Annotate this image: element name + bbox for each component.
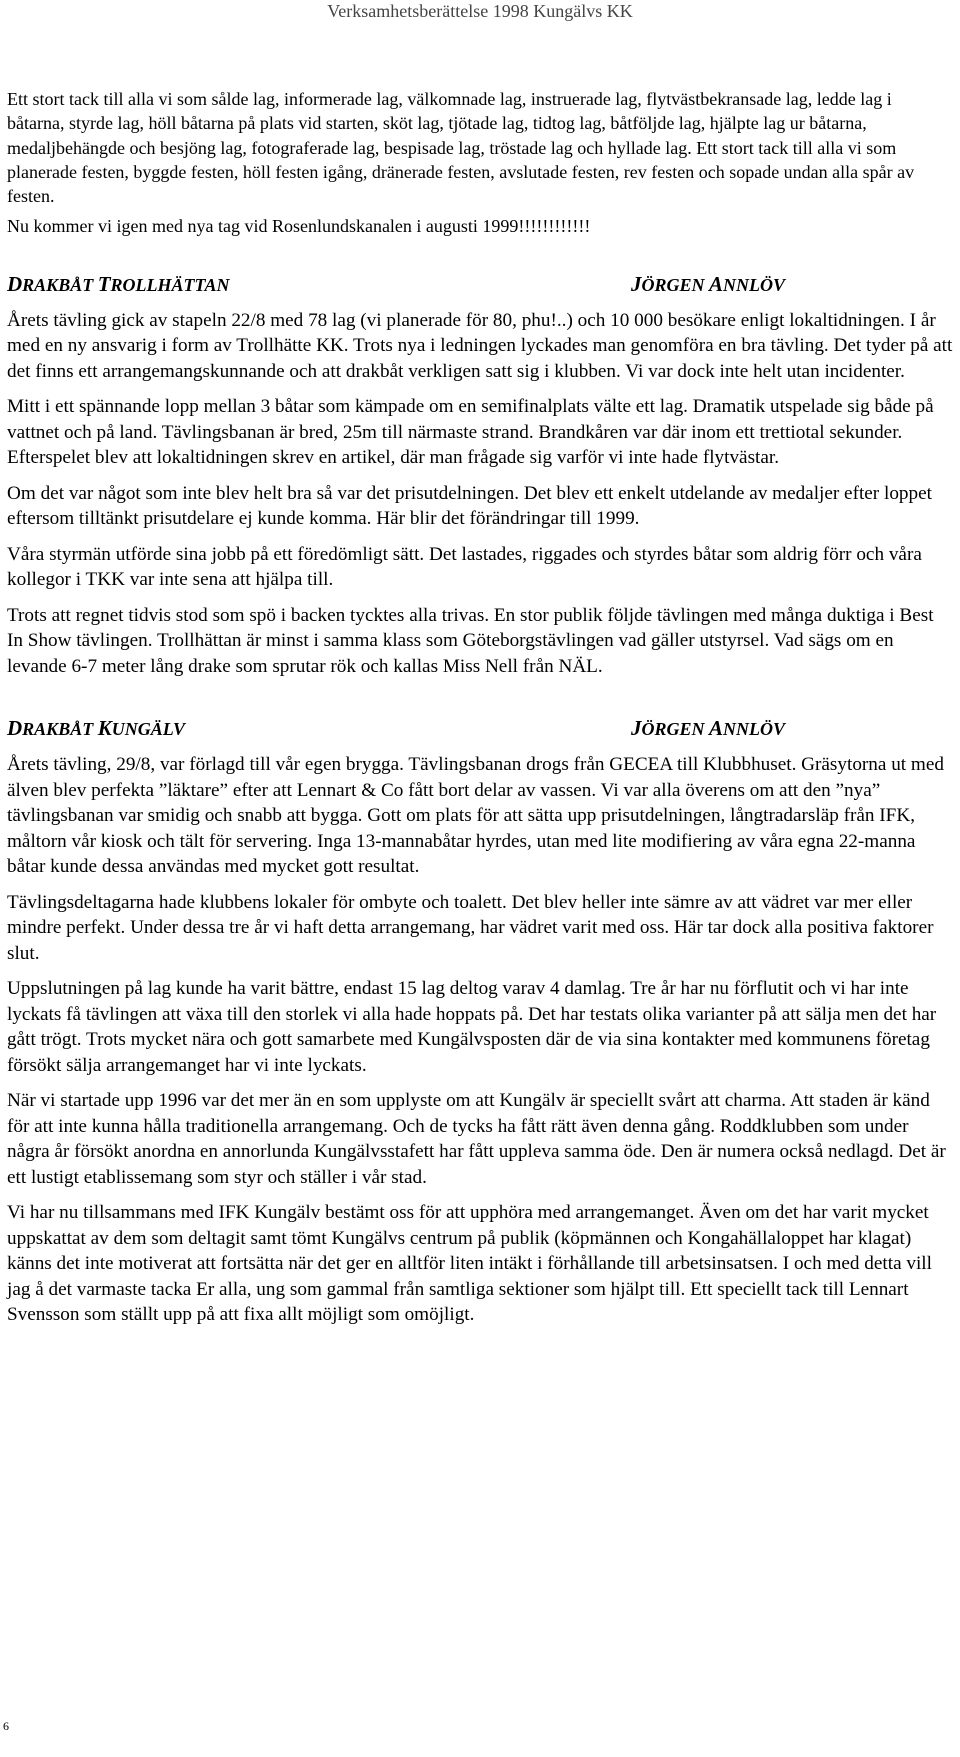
kungalv-paragraph: Tävlingsdeltagarna hade klubbens lokaler för ombyte och toalett. Det blev heller inte sämre av att vädret var mer eller mindre perfekt. Under dessa tre år vi haft detta arrangemang, har vädret varit med oss. Här tar dock alla positiva faktorer slut.	[7, 891, 934, 964]
kungalv-paragraph: När vi startade upp 1996 var det mer än en som upplyste om att Kungälv är speciellt svårt att charma. Att staden är känd för att inte kunna hålla traditionella arrangemang. Och de tycks ha fått rätt även denna gång. Roddklubben som under några år försökt anordna en annorlunda Kungälvsstafett har fått uppleva samma öde. Den är numera också nedlagd. Det är ett lustigt etablissemang som styr och ställer i vår stad.	[7, 1090, 946, 1188]
section-author: JÖRGEN ANNLÖV	[631, 271, 786, 296]
kungalv-paragraph: Uppslutningen på lag kunde ha varit bättre, endast 15 lag deltog varav 4 damlag. Tre år har nu förflutit och vi har inte lyckats få tävlingen att växa till den storlek vi alla hade hoppats på. Det har testats olika varianter på att sälja men det har gått trögt. Trots mycket nära och gott samarbete med Kungälvsposten där de via sina kontakter med kommunens företag försökt sälja arrangemanget har vi inte lyckats.	[7, 978, 937, 1076]
trollhattan-paragraph: Årets tävling gick av stapeln 22/8 med 78 lag (vi planerade för 80, phu!..) och 10 000 besökare enligt lokaltidningen. I år med en ny ansvarig i form av Trollhätte KK. Trots nya i ledningen lyckades man genomföra en bra tävling. Det tyder på att det finns ett arrangemangskunnande och att drakbåt verkligen satt sig i klubben. Vi var dock inte helt utan incidenter.	[7, 309, 953, 382]
section-heading-trollhattan	[7, 269, 953, 299]
trollhattan-paragraph: Våra styrmän utförde sina jobb på ett föredömligt sätt. Det lastades, riggades och styrdes båtar som aldrig förr och våra kollegor i TKK var inte sena att hjälpa till.	[7, 543, 922, 591]
document-body	[7, 87, 953, 1328]
trollhattan-paragraph: Trots att regnet tidvis stod som spö i backen tycktes alla trivas. En stor publik följde tävlingen med många duktiga i Best In Show tävlingen. Trollhättan är minst i samma klass som Göteborgstävlingen vad gäller utstyrsel. Vad sägs om en levande 6-7 meter lång drake som sprutar rök och kallas Miss Nell från NÄL.	[7, 604, 934, 677]
intro-closing-line: Nu kommer vi igen med nya tag vid Rosenlundskanalen i augusti 1999!!!!!!!!!!!!	[7, 216, 591, 237]
page-number: 6	[3, 1719, 9, 1733]
kungalv-paragraph: Vi har nu tillsammans med IFK Kungälv bestämt oss för att upphöra med arrangemanget. Även om det har varit mycket uppskattat av dem som deltagit samt tömt Kungälvs centrum på publik (köpmännen och Kongahällaloppet har klagat) känns det inte motiverat att fortsätta när det ger en alltför liten intäkt i förhållande till arbetsinsatsen. I och med detta vill jag å det varmaste tacka Er alla, ung som gammal från samtliga sektioner som hjälpt till. Ett speciellt tack till Lennart Svensson som ställt upp på att fixa allt möjligt som omöjligt.	[7, 1202, 932, 1326]
section-heading-kungalv	[7, 713, 953, 743]
section-title: DRAKBÅT TROLLHÄTTAN	[7, 271, 230, 296]
kungalv-paragraph: Årets tävling, 29/8, var förlagd till vår egen brygga. Tävlingsbanan drogs från GECEA till Klubbhuset. Gräsytorna ut med älven blev perfekta ”läktare” efter att Lennart & Co fått bort delar av vassen. Vi var alla överens om att den ”nya” tävlingsbanan var smidig och snabb att bygga. Gott om plats för att sätta upp prisutdelningen, långtradarsläp från IFK, måltorn vår kiosk och tält för servering. Inga 13-mannabåtar hyrdes, utan med lite modifiering av våra egna 22-manna båtar kunde dessa användas med mycket gott resultat.	[7, 754, 944, 878]
intro-thanks-paragraph: Ett stort tack till alla vi som sålde lag, informerade lag, välkomnade lag, instruerade lag, flytvästbekransade lag, ledde lag i båtarna, styrde lag, höll båtarna på plats vid starten, sköt lag, tjötade lag, tidtog lag, båtföljde lag, hjälpte lag ur båtarna, medaljbehängde och besjöng lag, fotograferade lag, bespisade lag, tröstade lag och hyllade lag. Ett stort tack till alla vi som planerade festen, byggde festen, höll festen igång, dränerade festen, avslutade festen, rev festen och sopade undan alla spår av festen.	[7, 89, 915, 207]
running-header: Verksamhetsberättelse 1998 Kungälvs KK	[327, 1, 633, 21]
trollhattan-paragraph: Mitt i ett spännande lopp mellan 3 båtar som kämpade om en semifinalplats välte ett lag. Dramatik utspelade sig både på vattnet och på land. Tävlingsbanan är bred, 25m till närmaste strand. Brandkåren var där inom ett trettiotal sekunder. Efterspelet blev att lokaltidningen skrev en artikel, där man frågade sig varför vi inte hade flytvästar.	[7, 396, 934, 469]
section-title: DRAKBÅT KUNGÄLV	[7, 716, 186, 741]
section-author: JÖRGEN ANNLÖV	[631, 716, 786, 741]
trollhattan-paragraph: Om det var något som inte blev helt bra så var det prisutdelningen. Det blev ett enkelt utdelande av medaljer efter loppet eftersom tilltänkt prisutdelare ej kunde komma. Här blir det förändringar till 1999.	[7, 482, 932, 530]
